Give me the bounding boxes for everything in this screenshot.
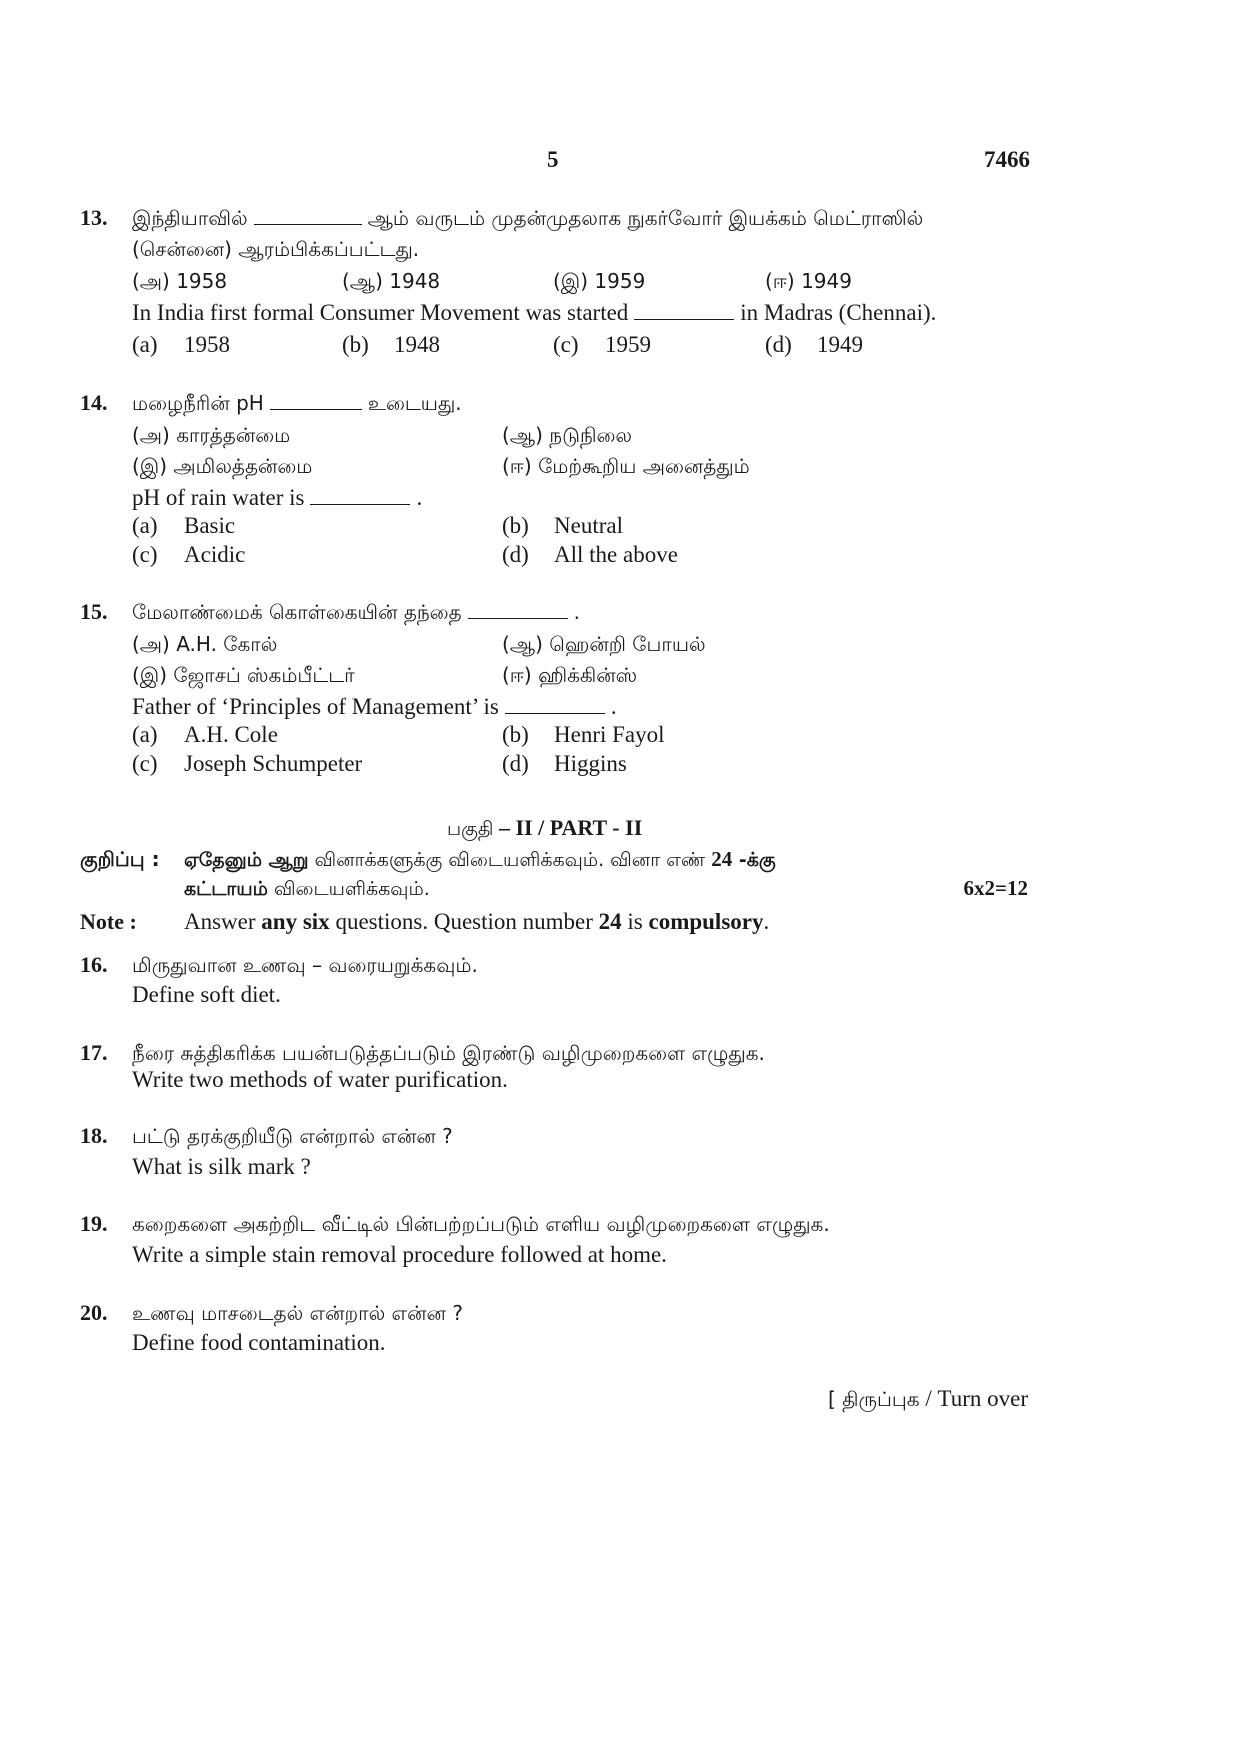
note-text-english: [184, 909, 769, 935]
question-text-english: [132, 694, 617, 720]
option-en-c-text: 1959: [605, 332, 651, 357]
marks-allocation: 6x2=12: [963, 876, 1028, 900]
question-number: 18.: [80, 1123, 108, 1148]
question-number: 17.: [80, 1040, 108, 1065]
option-ta-c: (இ) அமிலத்தன்மை: [132, 454, 313, 478]
note-label-tamil: குறிப்பு :: [80, 847, 160, 871]
text-segment: compulsory: [648, 909, 764, 934]
text-segment: வினாக்களுக்கு விடையளிக்கவும். வினா எண்: [308, 849, 712, 871]
text-segment: 24: [598, 909, 622, 934]
option-en-b-text: Neutral: [554, 513, 623, 538]
text-segment: Answer: [184, 909, 262, 934]
option-en-d-text: Higgins: [554, 751, 627, 776]
option-en-c: (c): [132, 751, 158, 776]
question-number: 15.: [80, 599, 108, 624]
option-en-b: (b): [502, 722, 529, 747]
question-text-tamil: கறைகளை அகற்றிட வீட்டில் பின்பற்றப்படும் எளிய வழிமுறைகளை எழுதுக.: [132, 1212, 830, 1236]
answer-blank: [468, 617, 568, 619]
section-heading: [447, 815, 642, 843]
text-segment: .: [416, 485, 423, 510]
option-ta-d: (ஈ) ஹிக்கின்ஸ்: [502, 663, 638, 687]
question-text-english: What is silk mark ?: [132, 1154, 311, 1179]
option-en-b-text: Henri Fayol: [554, 722, 665, 747]
question-text-tamil: பட்டு தரக்குறியீடு என்றால் என்ன ?: [132, 1124, 453, 1148]
turn-over-english: / Turn over: [919, 1386, 1028, 1411]
answer-blank: [505, 712, 605, 714]
text-segment: ஆம் வருடம் முதன்முதலாக நுகர்வோர் இயக்கம் மெட்ராஸில்: [367, 206, 924, 230]
question-text-english: Define soft diet.: [132, 982, 281, 1007]
option-ta-d: (ஈ) மேற்கூறிய அனைத்தும்: [502, 454, 750, 478]
text-segment: விடையளிக்கவும்.: [267, 878, 430, 900]
question-number: 14.: [80, 390, 108, 415]
text-segment: இந்தியாவில்: [132, 206, 248, 230]
text-segment: in Madras (Chennai).: [740, 300, 937, 325]
text-segment: .: [610, 694, 617, 719]
question-text-english: [132, 485, 422, 511]
text-segment: any six: [261, 909, 330, 934]
option-en-a: (a): [132, 332, 158, 357]
option-en-a-text: Basic: [184, 513, 236, 538]
option-ta-b: (ஆ) நடுநிலை: [502, 423, 633, 447]
question-text-english: [132, 300, 936, 326]
text-segment: Father of ‘Principles of Management’ is: [132, 694, 499, 719]
question-number: 19.: [80, 1211, 108, 1236]
option-en-a: (a): [132, 513, 158, 538]
text-segment: -க்கு: [732, 849, 776, 871]
question-number: 20.: [80, 1300, 108, 1325]
option-ta-c: (இ) ஜோசப் ஸ்கம்பீட்டர்: [132, 663, 355, 687]
turn-over-tamil: [ திருப்புக: [827, 1387, 920, 1411]
question-text-english: Write a simple stain removal procedure followed at home.: [132, 1242, 667, 1267]
text-segment: pH of rain water is: [132, 485, 305, 510]
option-ta-b: (ஆ) ஹென்றி போயல்: [502, 632, 706, 656]
text-segment: .: [763, 909, 770, 934]
answer-blank: [254, 223, 362, 225]
text-segment: questions. Question number: [329, 909, 599, 934]
option-en-c: (c): [132, 542, 158, 567]
option-ta-b: (ஆ) 1948: [342, 269, 441, 293]
question-text-english: Define food contamination.: [132, 1330, 386, 1355]
question-text-tamil: உணவு மாசடைதல் என்றால் என்ன ?: [132, 1301, 463, 1325]
answer-blank: [270, 408, 362, 410]
option-en-a: (a): [132, 722, 158, 747]
text-segment: மேலாண்மைக் கொள்கையின் தந்தை: [132, 600, 462, 624]
question-text-tamil: மிருதுவான உணவு – வரையறுக்கவும்.: [132, 953, 478, 977]
section-heading-tamil: பகுதி: [447, 818, 494, 840]
answer-blank: [310, 503, 410, 505]
question-number: 16.: [80, 952, 108, 977]
question-text-tamil: [132, 206, 923, 233]
question-text-tamil: [132, 600, 580, 627]
text-segment: கட்டாயம்: [184, 878, 268, 900]
note-text-tamil-line1: [184, 847, 776, 874]
option-en-c: (c): [553, 332, 579, 357]
option-en-d: (d): [765, 332, 792, 357]
option-en-a-text: A.H. Cole: [184, 722, 278, 747]
text-segment: is: [621, 909, 649, 934]
text-segment: ஏதேனும் ஆறு: [184, 849, 309, 871]
option-en-b-text: 1948: [394, 332, 440, 357]
option-en-d: (d): [502, 751, 529, 776]
option-ta-c: (இ) 1959: [553, 269, 646, 293]
text-segment: .: [573, 600, 580, 624]
question-text-tamil-line2: (சென்னை) ஆரம்பிக்கப்பட்டது.: [132, 237, 420, 261]
text-segment: In India first formal Consumer Movement was started: [132, 300, 629, 325]
option-en-d: (d): [502, 542, 529, 567]
question-number: 13.: [80, 205, 108, 230]
question-text-tamil: [132, 391, 462, 418]
note-text-tamil-line2: [184, 878, 430, 903]
option-ta-a: (அ) 1958: [132, 269, 228, 293]
text-segment: மழைநீரின் pH: [132, 391, 264, 415]
text-segment: 24: [711, 847, 733, 871]
note-label-english: Note :: [80, 909, 137, 934]
text-segment: உடையது.: [367, 391, 462, 415]
option-en-c-text: Joseph Schumpeter: [184, 751, 363, 776]
option-ta-a: (அ) காரத்தன்மை: [132, 423, 291, 447]
option-en-b: (b): [342, 332, 369, 357]
option-en-d-text: 1949: [817, 332, 863, 357]
answer-blank: [634, 318, 734, 320]
page-number: 5: [547, 147, 559, 172]
option-en-b: (b): [502, 513, 529, 538]
option-en-c-text: Acidic: [184, 542, 246, 567]
paper-code: 7466: [984, 147, 1030, 172]
option-ta-a: (அ) A.H. கோல்: [132, 632, 278, 656]
option-ta-d: (ஈ) 1949: [765, 269, 852, 293]
option-en-d-text: All the above: [554, 542, 678, 567]
question-text-tamil: நீரை சுத்திகரிக்க பயன்படுத்தப்படும் இரண்டு வழிமுறைகளை எழுதுக.: [132, 1041, 765, 1065]
turn-over-note: [828, 1386, 1028, 1414]
option-en-a-text: 1958: [184, 332, 230, 357]
section-heading-english: – II / PART - II: [493, 815, 643, 840]
question-text-english: Write two methods of water purification.: [132, 1067, 508, 1092]
